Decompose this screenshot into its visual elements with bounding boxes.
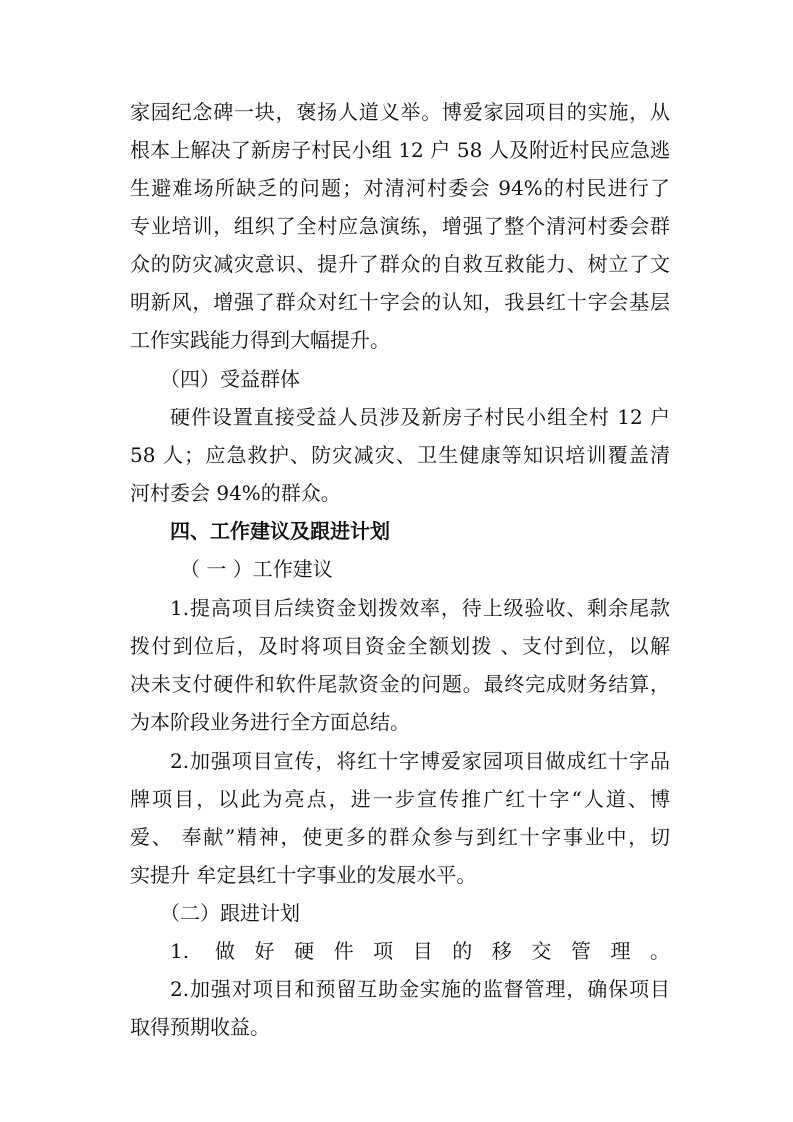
paragraph-text: 硬件设置直接受益人员涉及新房子村民小组全村 12 户 (170, 405, 670, 429)
section-heading: 四、工作建议及跟进计划 (170, 519, 390, 543)
text-line (0, 1010, 793, 1044)
paragraph-text: 众的防灾减灾意识、提升了群众的自救互救能力、树立了文 (130, 252, 670, 276)
paragraph-text: 取得预期收益。 (130, 1015, 270, 1039)
text-line (0, 285, 793, 319)
text-line (0, 896, 793, 930)
text-line (0, 171, 793, 205)
text-line (0, 400, 793, 434)
paragraph-text: 2.加强对项目和预留互助金实施的监督管理，确保项目 (170, 977, 670, 1001)
text-line (0, 476, 793, 510)
paragraph-text: 生避难场所缺乏的问题；对清河村委会 94%的村民进行了 (130, 176, 670, 200)
text-line (0, 858, 793, 892)
paragraph-text: 牌项目，以此为亮点，进一步宣传推广红十字“人道、博 (130, 787, 670, 811)
text-line (0, 705, 793, 739)
text-line (0, 133, 793, 167)
text-line (0, 972, 793, 1006)
paragraph-text: 家园纪念碑一块，褒扬人道义举。博爱家园项目的实施，从 (130, 100, 670, 124)
paragraph-text: 明新风，增强了群众对红十字会的认知，我县红十字会基层 (130, 290, 670, 314)
subsection-heading: （四）受益群体 (160, 367, 300, 391)
text-line (0, 95, 793, 129)
text-line (0, 247, 793, 281)
paragraph-text: 实提升 牟定县红十字事业的发展水平。 (130, 863, 477, 887)
paragraph-text: 爱、 奉献”精神，使更多的群众参与到红十字事业中，切 (130, 825, 670, 849)
text-line (0, 591, 793, 625)
text-line (0, 744, 793, 778)
text-line (0, 362, 793, 396)
paragraph-text: 工作实践能力得到大幅提升。 (130, 328, 390, 352)
paragraph-text: 58 人；应急救护、防灾减灾、卫生健康等知识培训覆盖清 (130, 443, 670, 467)
subsection-heading: （二）跟进计划 (160, 901, 300, 925)
paragraph-text: 1. 做好硬件项目的移交管理。 (170, 939, 670, 963)
paragraph-text: 根本上解决了新房子村民小组 12 户 58 人及附近村民应急逃 (130, 138, 670, 162)
text-line (0, 438, 793, 472)
paragraph-text: 专业培训，组织了全村应急演练，增强了整个清河村委会群 (130, 214, 670, 238)
paragraph-text: 1.提高项目后续资金划拨效率，待上级验收、剩余尾款 (170, 596, 670, 620)
paragraph-text: 决未支付硬件和软件尾款资金的问题。最终完成财务结算， (130, 672, 670, 696)
paragraph-text: 为本阶段业务进行全方面总结。 (130, 710, 410, 734)
text-line (0, 629, 793, 663)
text-line (0, 820, 793, 854)
text-line (0, 323, 793, 357)
text-line (0, 514, 793, 548)
text-line (0, 552, 793, 586)
subsection-heading: （ 一 ）工作建议 (180, 557, 333, 581)
paragraph-text: 拨付到位后，及时将项目资金全额划拨 、支付到位，以解 (130, 634, 670, 658)
paragraph-text: 河村委会 94%的群众。 (130, 481, 341, 505)
text-line (0, 934, 793, 968)
text-line (0, 667, 793, 701)
text-line (0, 209, 793, 243)
paragraph-text: 2.加强项目宣传，将红十字博爱家园项目做成红十字品 (170, 749, 670, 773)
text-line (0, 782, 793, 816)
